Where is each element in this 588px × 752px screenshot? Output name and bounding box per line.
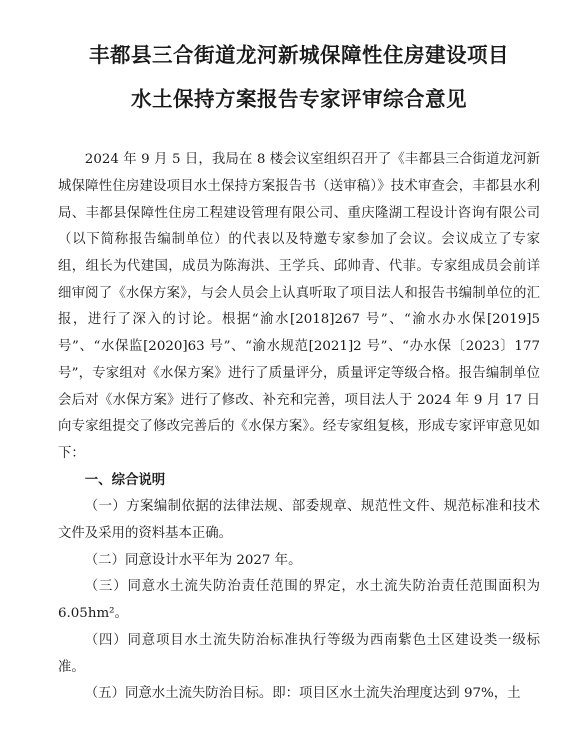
document-title-line-1: 丰都县三合街道龙河新城保障性住房建设项目 <box>89 43 509 67</box>
list-item: （四）同意项目水土流失防治标准执行等级为西南紫色土区建设类一级标准。 <box>58 632 540 675</box>
document-title-line-2: 水土保持方案报告专家评审综合意见 <box>131 86 467 111</box>
list-item: （三）同意水土流失防治责任范围的界定，水土流失防治责任范围面积为 6.05hm²。 <box>58 579 540 622</box>
intro-paragraph: 2024 年 9 月 5 日，我局在 8 楼会议室组织召开了《丰都县三合街道龙河新城保障性住房建设项目水土保持方案报告书（送审稿）》技术审查会，丰都县水利局、丰都县保障性住房工程建设管理有限公司、重庆隆湖工程设计咨询有限公司（以下简称报告编制单位）的代表以及特邀专家参加了会议。会议成立了专家组，组长为代建国，成员为陈海洪、王学兵、邱帅青、代菲。专家组成员会前详细审阅了《水保方案》，与会人员会上认真听取了项目法人和报告书编制单位的汇报，进行了深入的讨论。根据“渝水[2018]267 号”、“渝水办水保[2019]5 号”、“水保监[2020]63 号”、“渝水规范[2021]2 号”、“办水保〔2023〕177 号”，专家组对《水保方案》进行了质量评分，质量评定等级合格。报告编制单位会后对《水保方案》进行了修改、补充和完善，项目法人于 2024 年 9 月 17 日向专家组提交了修改完善后的《水保方案》。经专家组复核，形成专家评审意见如下： <box>58 152 540 461</box>
section-heading-overview: 一、综合说明 <box>84 472 166 488</box>
list-item: （五）同意水土流失防治目标。即：项目区水土流失治理度达到 97%，土 <box>84 686 521 702</box>
list-item: （二）同意设计水平年为 2027 年。 <box>84 552 302 568</box>
document-body <box>58 147 540 708</box>
list-item: （一）方案编制依据的法律法规、部委规章、规范性文件、规范标准和技术文件及采用的资料基本正确。 <box>58 499 540 542</box>
